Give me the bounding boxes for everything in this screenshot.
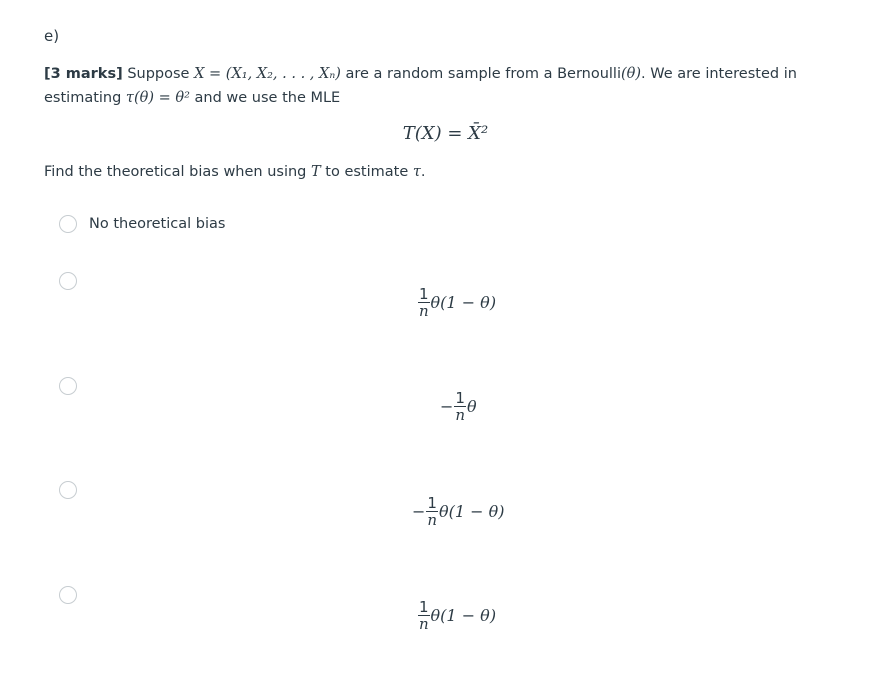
task-tau: τ	[412, 164, 421, 180]
text-interested: . We are interested in	[641, 66, 797, 82]
task-T: T	[311, 164, 321, 180]
option-4-sign: −	[412, 502, 426, 521]
option-2-radio[interactable]	[59, 272, 77, 290]
option-2-numerator: 1	[419, 285, 429, 303]
option-4-numerator: 1	[427, 494, 437, 512]
option-5-rest: θ(1 − θ)	[430, 606, 497, 625]
text-mle: and we use the MLE	[194, 90, 341, 106]
option-4-rest: θ(1 − θ)	[438, 502, 505, 521]
task-text	[44, 164, 426, 180]
option-2-formula	[417, 287, 496, 320]
option-4-radio[interactable]	[59, 481, 77, 499]
option-1-label: No theoretical bias	[89, 216, 226, 232]
option-3-numerator: 1	[455, 389, 465, 407]
marks-label: [3 marks]	[44, 66, 123, 82]
text-suppose: Suppose	[127, 66, 190, 82]
tau-definition: τ(θ) = θ²	[125, 90, 190, 106]
option-2-rest: θ(1 − θ)	[430, 293, 497, 312]
task-prefix: Find the theoretical bias when using	[44, 164, 307, 180]
option-3-rest: θ	[466, 397, 477, 416]
option-5-numerator: 1	[419, 598, 429, 616]
text-random-sample: are a random sample from a Bernoulli	[345, 66, 621, 82]
task-end: .	[420, 164, 426, 180]
estimator-formula: T(X) = X̄²	[402, 123, 489, 144]
option-5-formula	[417, 600, 496, 633]
question-text	[44, 62, 844, 110]
option-5-radio[interactable]	[59, 586, 77, 604]
task-mid: to estimate	[325, 164, 409, 180]
option-5-denominator: n	[418, 615, 429, 633]
sample-vector: X = (X₁, X₂, . . . , Xₙ)	[194, 66, 341, 82]
option-4-formula	[412, 496, 504, 529]
option-3-formula	[440, 391, 477, 424]
question-label: e)	[44, 27, 60, 45]
option-1-radio[interactable]	[59, 215, 77, 233]
option-3-denominator: n	[455, 406, 466, 424]
bernoulli-param: (θ)	[621, 66, 642, 82]
text-estimating: estimating	[44, 90, 122, 106]
option-3-sign: −	[440, 397, 454, 416]
option-2-denominator: n	[418, 302, 429, 320]
option-3-radio[interactable]	[59, 377, 77, 395]
option-4-denominator: n	[427, 511, 438, 529]
